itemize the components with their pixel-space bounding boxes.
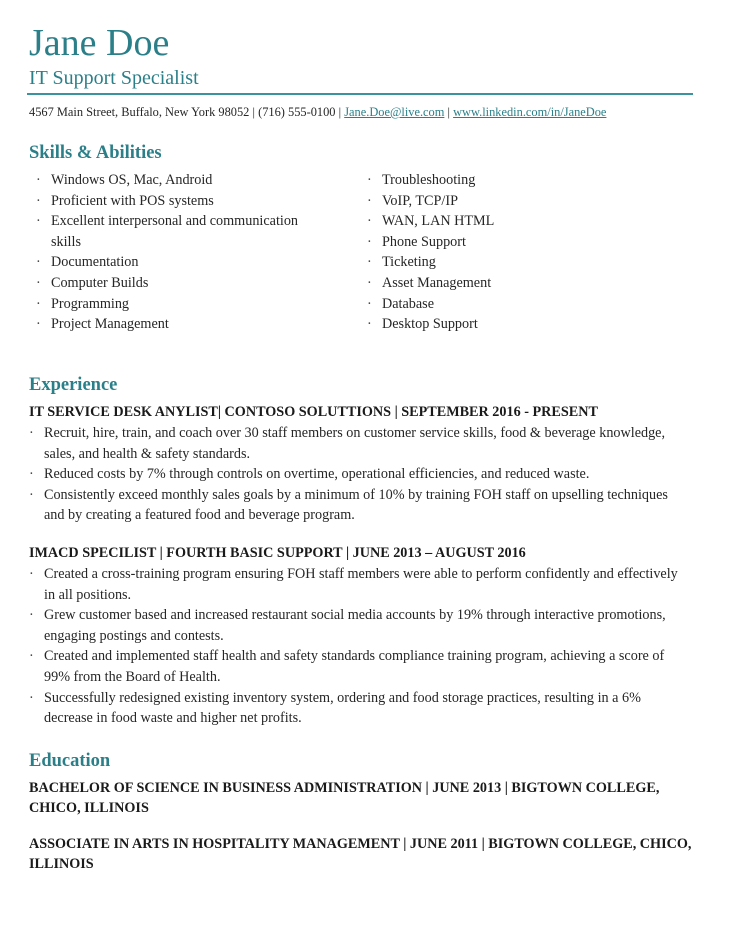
- bullet-icon: ·: [29, 648, 34, 665]
- skills-heading: Skills & Abilities: [29, 143, 162, 163]
- bullet-icon: ·: [36, 172, 41, 188]
- contact-line: [29, 104, 606, 120]
- list-item: · Consistently exceed monthly sales goals by a minimum of 10% by training FOH staff on upselling techniques and by creating a featured food and beverage program.: [29, 486, 668, 524]
- bullet-icon: ·: [29, 425, 34, 441]
- bullet-icon: ·: [36, 254, 41, 271]
- list-item: · Reduced costs by 7% through controls on overtime, operational efficiencies, and reduced waste.: [22, 464, 682, 485]
- skills-list-left: [29, 170, 329, 335]
- list-item: · Project Management: [29, 314, 329, 335]
- bullet-icon: ·: [36, 192, 41, 209]
- contact-phone: (716) 555-0100: [258, 105, 336, 119]
- bullet-icon: ·: [367, 233, 372, 250]
- list-item: · Grew customer based and increased restaurant social media accounts by 19% through interactive promotions, engaging postings and contests.: [29, 607, 666, 644]
- resume-page: [29, 20, 694, 872]
- bullet-icon: ·: [36, 274, 41, 291]
- contact-separator: |: [444, 105, 454, 119]
- bullet-icon: ·: [29, 566, 34, 582]
- candidate-name: Jane Doe: [29, 22, 170, 64]
- job-bullets: [22, 423, 682, 526]
- contact-separator: |: [249, 105, 259, 119]
- bullet-icon: ·: [29, 486, 34, 503]
- education-heading: Education: [29, 751, 111, 771]
- bullet-icon: ·: [367, 316, 372, 333]
- list-item: · Programming: [29, 294, 329, 315]
- bullet-icon: ·: [367, 192, 372, 209]
- list-item: · Created a cross-training program ensuring FOH staff members were able to perform confidently and effectively in all positions.: [29, 566, 678, 603]
- list-item: · Windows OS, Mac, Android: [29, 170, 329, 191]
- email-link[interactable]: Jane.Doe@live.com: [344, 105, 445, 119]
- bullet-icon: ·: [36, 295, 41, 312]
- bullet-icon: ·: [367, 254, 372, 271]
- bullet-icon: ·: [367, 172, 372, 188]
- bullet-icon: ·: [367, 274, 372, 291]
- list-item: · Excellent interpersonal and communication skills: [36, 213, 299, 250]
- list-item: · Phone Support: [360, 232, 660, 253]
- header-divider: [27, 93, 693, 95]
- list-item: · Troubleshooting: [360, 170, 660, 191]
- list-item: · Asset Management: [360, 273, 660, 294]
- bullet-icon: ·: [29, 689, 34, 706]
- list-item: · Desktop Support: [360, 314, 660, 335]
- bullet-icon: ·: [29, 607, 34, 624]
- job-header: IMACD SPECILIST | FOURTH BASIC SUPPORT | JUNE 2013 – AUGUST 2016: [29, 545, 526, 561]
- bullet-icon: ·: [367, 295, 372, 312]
- contact-separator: |: [335, 105, 345, 119]
- bullet-icon: ·: [367, 213, 372, 230]
- list-item: · Computer Builds: [29, 273, 329, 294]
- list-item: · Database: [360, 294, 660, 315]
- list-item: · WAN, LAN HTML: [360, 211, 660, 232]
- list-item: · Created and implemented staff health and safety standards compliance training program, achieving a score of 99% from the Board of Health.: [29, 648, 665, 685]
- bullet-icon: ·: [29, 466, 34, 483]
- education-entry: ASSOCIATE IN ARTS IN HOSPITALITY MANAGEMENT | JUNE 2011 | BIGTOWN COLLEGE, CHICO, ILLINOIS: [29, 836, 692, 872]
- skills-list-right: [360, 170, 660, 335]
- job-header: IT SERVICE DESK ANYLIST| CONTOSO SOLUTTIONS | SEPTEMBER 2016 - PRESENT: [29, 404, 598, 420]
- job-bullets: [22, 564, 682, 729]
- bullet-icon: ·: [36, 213, 41, 230]
- candidate-title: IT Support Specialist: [29, 67, 199, 89]
- list-item: · Proficient with POS systems: [29, 191, 329, 212]
- list-item: · Documentation: [29, 252, 329, 273]
- linkedin-link[interactable]: www.linkedin.com/in/JaneDoe: [453, 105, 607, 119]
- bullet-icon: ·: [36, 316, 41, 333]
- contact-address: 4567 Main Street, Buffalo, New York 98052: [29, 105, 250, 119]
- list-item: · Successfully redesigned existing inventory system, ordering and food storage practices, resulting in a 6% decrease in food waste and higher net profits.: [29, 689, 641, 727]
- list-item: · Ticketing: [360, 252, 660, 273]
- experience-heading: Experience: [29, 375, 118, 395]
- education-entry: BACHELOR OF SCIENCE IN BUSINESS ADMINISTRATION | JUNE 2013 | BIGTOWN COLLEGE, CHICO, ILLINOIS: [29, 780, 660, 816]
- list-item: · VoIP, TCP/IP: [360, 191, 660, 212]
- list-item: · Recruit, hire, train, and coach over 30 staff members on customer service skills, food & beverage knowledge, sales, and health & safety standards.: [29, 425, 666, 462]
